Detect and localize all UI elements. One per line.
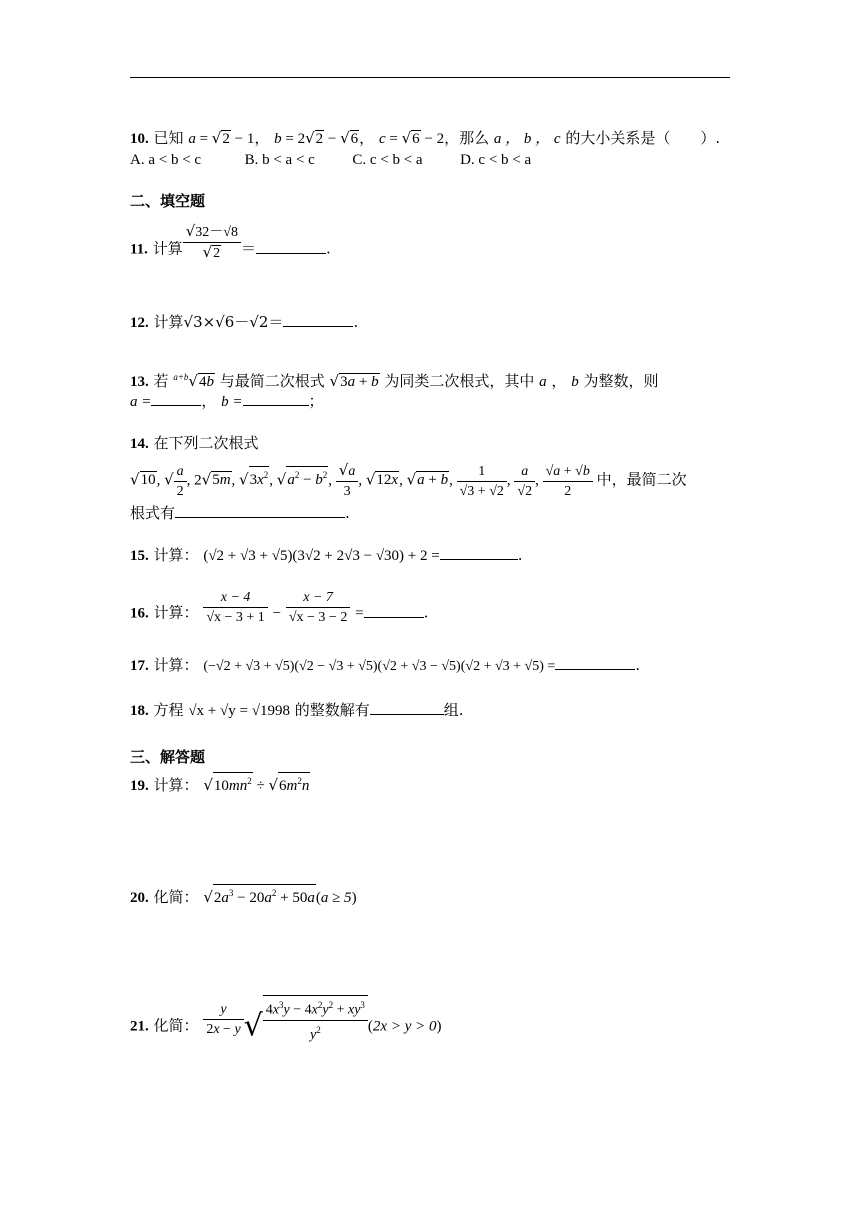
option-b: B. b < a < c	[244, 152, 315, 168]
answer-blank-15[interactable]	[440, 545, 518, 560]
q10-options	[130, 150, 531, 170]
question-11: 11. 计算 $\frac{√32-√8}{√2}$ ＝ .	[130, 222, 331, 261]
q10-expr-c: c = √6 − 2	[378, 129, 445, 147]
q11-fraction: $\frac{√32-√8}{√2}$	[183, 222, 241, 263]
q13-root-expr: $^{a+b}$√4b	[173, 372, 214, 390]
q10-line1: 10. 已知 a = √2 − 1， b = 2√2 − √6， c = √6 − 2，那么 a ， b ， c 的大小关系是（ ）.	[130, 129, 721, 147]
q10-expr-b: b = 2√2 − √6	[274, 129, 359, 147]
header-rule	[130, 77, 730, 78]
answer-blank-16[interactable]	[364, 603, 424, 618]
q21-radicand: $\frac{4x^3y - 4x^2y^2 + xy^3}{y^2}$	[263, 995, 368, 1044]
option-c: C. c < b < a	[352, 152, 423, 168]
q19-expr: $√10mn^2 \div √6m^2n$	[203, 778, 310, 794]
answer-blank-14[interactable]	[175, 503, 345, 518]
q16-fraction-2: $\frac{x - 7}{√x - 3 - 2}$	[286, 588, 350, 627]
section-heading-3: 三、解答题	[130, 748, 206, 766]
q16-fraction-1: $\frac{x - 4}{√x - 3 + 1}$	[203, 588, 267, 627]
q21-fraction: $\frac{y}{2x - y}$	[203, 1000, 243, 1039]
q10-expr-a: a = √2 − 1	[188, 129, 255, 147]
option-a: A. a < b < c	[130, 152, 202, 168]
q14-radical-list: √10, √ $\frac{a}{2}$ , 2√5m, $√3x^2$, $√a^2 - b^2$, $\frac{√a}{3}$ , √12x, √a + b, $\frac{1}{√3 + √2}$ , $\frac{a}{√2}$ , $\frac{√a + √b}{2}$ 中，最简二次	[130, 461, 687, 499]
answer-blank-12[interactable]	[283, 312, 353, 327]
answer-blank-11[interactable]	[256, 239, 326, 254]
q20-expr: $√2a^3 - 20a^2 + 50a$	[203, 890, 316, 906]
answer-blank-18[interactable]	[370, 700, 444, 715]
q13-simplest-root: √3a + b	[329, 372, 379, 390]
answer-blank-13a[interactable]	[151, 391, 201, 406]
option-d: D. c < b < a	[460, 152, 532, 168]
question-16: 16. 计算： $\frac{x - 4}{√x - 3 + 1}$ − $\frac{x - 7}{√x - 3 - 2}$ = .	[130, 590, 429, 625]
answer-blank-13b[interactable]	[243, 391, 309, 406]
section-heading-2: 二、填空题	[130, 192, 206, 210]
question-21: 21. 化简： $\frac{y}{2x - y}$ √ $\frac{4x^3y - 4x^2y^2 + xy^3}{y^2}$ (2x > y > 0)	[130, 995, 732, 1045]
answer-blank-17[interactable]	[555, 655, 635, 670]
